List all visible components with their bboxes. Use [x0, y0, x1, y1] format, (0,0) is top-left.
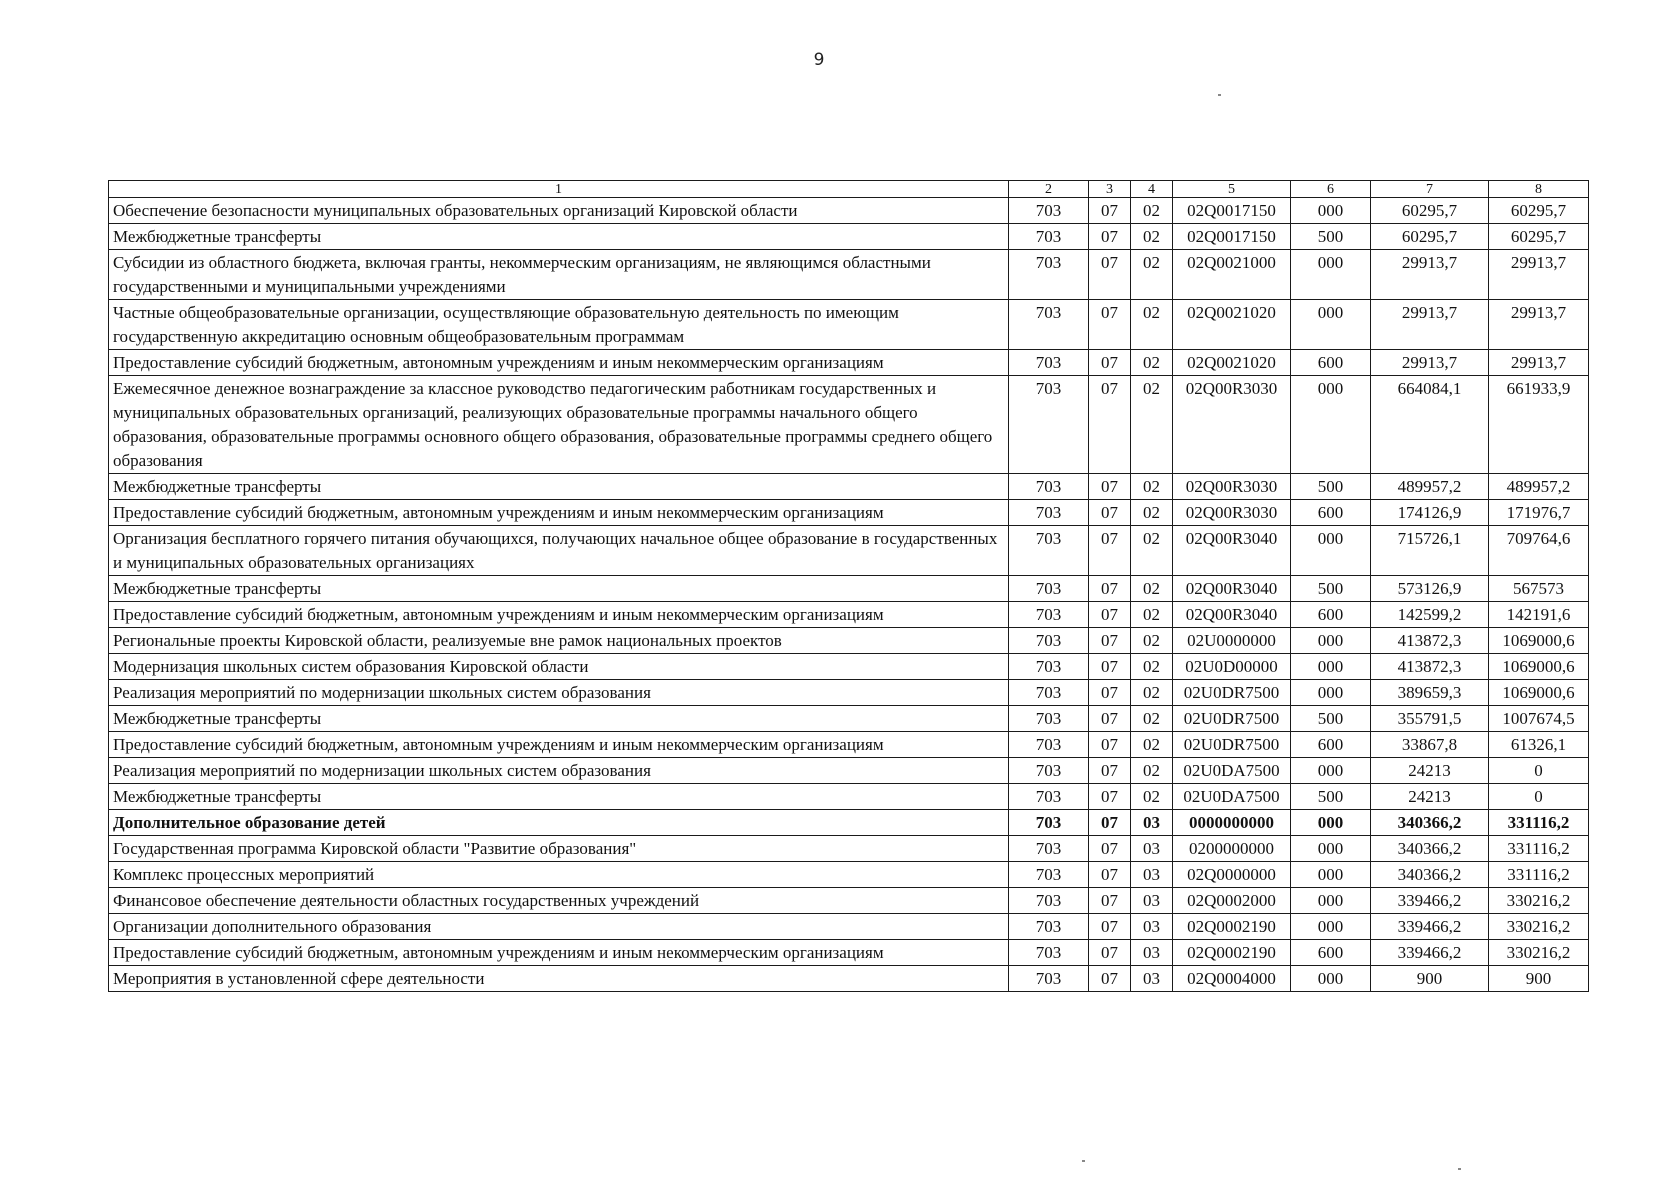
target-article-code: 02Q00R3040 [1173, 576, 1291, 602]
column-number: 2 [1009, 181, 1089, 198]
target-article-code: 02Q00R3040 [1173, 602, 1291, 628]
ministry-code: 703 [1009, 300, 1089, 350]
expense-type-code: 000 [1291, 914, 1371, 940]
item-name: Региональные проекты Кировской области, реализуемые вне рамок национальных проектов [109, 628, 1009, 654]
item-name: Частные общеобразовательные организации, осуществляющие образовательную деятельность по имеющим государственную аккредитацию основным общеобразовательным программам [109, 300, 1009, 350]
section-code: 07 [1089, 250, 1131, 300]
subsection-code: 02 [1131, 784, 1173, 810]
ministry-code: 703 [1009, 706, 1089, 732]
section-code: 07 [1089, 500, 1131, 526]
subsection-code: 03 [1131, 940, 1173, 966]
table-row [109, 706, 1589, 732]
section-code: 07 [1089, 602, 1131, 628]
subsection-code: 03 [1131, 862, 1173, 888]
scan-speck [1082, 1160, 1085, 1162]
table-row [109, 300, 1589, 350]
amount-year-2: 0 [1489, 784, 1589, 810]
ministry-code: 703 [1009, 654, 1089, 680]
column-number: 4 [1131, 181, 1173, 198]
target-article-code: 02Q0002000 [1173, 888, 1291, 914]
amount-year-1: 29913,7 [1371, 350, 1489, 376]
subsection-code: 02 [1131, 654, 1173, 680]
amount-year-1: 339466,2 [1371, 914, 1489, 940]
subsection-code: 02 [1131, 732, 1173, 758]
amount-year-1: 339466,2 [1371, 888, 1489, 914]
expense-type-code: 000 [1291, 836, 1371, 862]
ministry-code: 703 [1009, 576, 1089, 602]
amount-year-2: 567573 [1489, 576, 1589, 602]
section-code: 07 [1089, 576, 1131, 602]
item-name: Предоставление субсидий бюджетным, автономным учреждениям и иным некоммерческим организациям [109, 350, 1009, 376]
ministry-code: 703 [1009, 914, 1089, 940]
expense-type-code: 600 [1291, 602, 1371, 628]
amount-year-2: 900 [1489, 966, 1589, 992]
subsection-code: 03 [1131, 888, 1173, 914]
budget-table [108, 180, 1589, 992]
table-row [109, 500, 1589, 526]
item-name: Комплекс процессных мероприятий [109, 862, 1009, 888]
table-row [109, 224, 1589, 250]
amount-year-1: 389659,3 [1371, 680, 1489, 706]
table-row [109, 940, 1589, 966]
item-name: Предоставление субсидий бюджетным, автономным учреждениям и иным некоммерческим организациям [109, 732, 1009, 758]
table-row [109, 862, 1589, 888]
target-article-code: 02U0DA7500 [1173, 784, 1291, 810]
ministry-code: 703 [1009, 602, 1089, 628]
section-code: 07 [1089, 376, 1131, 474]
subsection-code: 03 [1131, 914, 1173, 940]
target-article-code: 02Q00R3030 [1173, 500, 1291, 526]
expense-type-code: 000 [1291, 680, 1371, 706]
subsection-code: 02 [1131, 758, 1173, 784]
scan-speck [1218, 94, 1221, 96]
expense-type-code: 500 [1291, 576, 1371, 602]
table-row [109, 836, 1589, 862]
expense-type-code: 500 [1291, 784, 1371, 810]
subsection-code: 03 [1131, 836, 1173, 862]
amount-year-1: 355791,5 [1371, 706, 1489, 732]
column-number: 6 [1291, 181, 1371, 198]
item-name: Межбюджетные трансферты [109, 576, 1009, 602]
amount-year-1: 413872,3 [1371, 654, 1489, 680]
expense-type-code: 600 [1291, 940, 1371, 966]
subsection-code: 02 [1131, 376, 1173, 474]
column-number: 8 [1489, 181, 1589, 198]
amount-year-2: 1069000,6 [1489, 628, 1589, 654]
amount-year-1: 900 [1371, 966, 1489, 992]
expense-type-code: 000 [1291, 376, 1371, 474]
subsection-code: 03 [1131, 810, 1173, 836]
expense-type-code: 600 [1291, 732, 1371, 758]
amount-year-1: 340366,2 [1371, 862, 1489, 888]
column-number: 1 [109, 181, 1009, 198]
amount-year-2: 330216,2 [1489, 940, 1589, 966]
table-row [109, 350, 1589, 376]
section-code: 07 [1089, 966, 1131, 992]
expense-type-code: 000 [1291, 526, 1371, 576]
ministry-code: 703 [1009, 198, 1089, 224]
amount-year-1: 664084,1 [1371, 376, 1489, 474]
section-code: 07 [1089, 474, 1131, 500]
ministry-code: 703 [1009, 350, 1089, 376]
expense-type-code: 000 [1291, 810, 1371, 836]
table-row [109, 474, 1589, 500]
item-name: Межбюджетные трансферты [109, 474, 1009, 500]
column-number: 5 [1173, 181, 1291, 198]
item-name: Межбюджетные трансферты [109, 706, 1009, 732]
target-article-code: 02Q0017150 [1173, 224, 1291, 250]
amount-year-1: 24213 [1371, 758, 1489, 784]
ministry-code: 703 [1009, 888, 1089, 914]
table-row [109, 888, 1589, 914]
table-row [109, 576, 1589, 602]
item-name: Реализация мероприятий по модернизации школьных систем образования [109, 680, 1009, 706]
ministry-code: 703 [1009, 376, 1089, 474]
subsection-code: 02 [1131, 602, 1173, 628]
target-article-code: 02Q0000000 [1173, 862, 1291, 888]
item-name: Финансовое обеспечение деятельности областных государственных учреждений [109, 888, 1009, 914]
item-name: Предоставление субсидий бюджетным, автономным учреждениям и иным некоммерческим организациям [109, 500, 1009, 526]
section-code: 07 [1089, 758, 1131, 784]
ministry-code: 703 [1009, 474, 1089, 500]
target-article-code: 02Q00R3030 [1173, 376, 1291, 474]
table-row [109, 602, 1589, 628]
subsection-code: 02 [1131, 576, 1173, 602]
expense-type-code: 000 [1291, 654, 1371, 680]
section-code: 07 [1089, 350, 1131, 376]
expense-type-code: 500 [1291, 224, 1371, 250]
expense-type-code: 500 [1291, 474, 1371, 500]
expense-type-code: 600 [1291, 350, 1371, 376]
target-article-code: 02U0DR7500 [1173, 732, 1291, 758]
subsection-code: 02 [1131, 526, 1173, 576]
amount-year-2: 1069000,6 [1489, 680, 1589, 706]
section-code: 07 [1089, 914, 1131, 940]
amount-year-2: 171976,7 [1489, 500, 1589, 526]
item-name: Межбюджетные трансферты [109, 784, 1009, 810]
table-row [109, 732, 1589, 758]
table-row [109, 250, 1589, 300]
column-number-row [109, 181, 1589, 198]
target-article-code: 02Q00R3030 [1173, 474, 1291, 500]
amount-year-2: 29913,7 [1489, 350, 1589, 376]
item-name: Организация бесплатного горячего питания обучающихся, получающих начальное общее образование в государственных и муниципальных образовательных организациях [109, 526, 1009, 576]
item-name: Государственная программа Кировской области "Развитие образования" [109, 836, 1009, 862]
ministry-code: 703 [1009, 810, 1089, 836]
item-name: Модернизация школьных систем образования Кировской области [109, 654, 1009, 680]
amount-year-2: 142191,6 [1489, 602, 1589, 628]
item-name: Межбюджетные трансферты [109, 224, 1009, 250]
amount-year-1: 340366,2 [1371, 836, 1489, 862]
ministry-code: 703 [1009, 628, 1089, 654]
expense-type-code: 500 [1291, 706, 1371, 732]
item-name: Мероприятия в установленной сфере деятельности [109, 966, 1009, 992]
item-name: Реализация мероприятий по модернизации школьных систем образования [109, 758, 1009, 784]
ministry-code: 703 [1009, 758, 1089, 784]
amount-year-1: 29913,7 [1371, 300, 1489, 350]
amount-year-1: 489957,2 [1371, 474, 1489, 500]
ministry-code: 703 [1009, 732, 1089, 758]
amount-year-2: 29913,7 [1489, 300, 1589, 350]
section-code: 07 [1089, 300, 1131, 350]
subsection-code: 02 [1131, 350, 1173, 376]
target-article-code: 02Q00R3040 [1173, 526, 1291, 576]
section-code: 07 [1089, 888, 1131, 914]
target-article-code: 0200000000 [1173, 836, 1291, 862]
amount-year-1: 60295,7 [1371, 198, 1489, 224]
amount-year-1: 340366,2 [1371, 810, 1489, 836]
table-row [109, 526, 1589, 576]
target-article-code: 02U0000000 [1173, 628, 1291, 654]
ministry-code: 703 [1009, 224, 1089, 250]
subsection-code: 02 [1131, 500, 1173, 526]
amount-year-1: 29913,7 [1371, 250, 1489, 300]
amount-year-1: 24213 [1371, 784, 1489, 810]
amount-year-2: 60295,7 [1489, 198, 1589, 224]
subsection-code: 02 [1131, 706, 1173, 732]
target-article-code: 02Q0004000 [1173, 966, 1291, 992]
expense-type-code: 000 [1291, 888, 1371, 914]
ministry-code: 703 [1009, 680, 1089, 706]
subsection-code: 02 [1131, 680, 1173, 706]
expense-type-code: 000 [1291, 628, 1371, 654]
amount-year-2: 61326,1 [1489, 732, 1589, 758]
target-article-code: 02Q0002190 [1173, 940, 1291, 966]
section-code: 07 [1089, 940, 1131, 966]
amount-year-2: 709764,6 [1489, 526, 1589, 576]
table-row [109, 198, 1589, 224]
ministry-code: 703 [1009, 940, 1089, 966]
target-article-code: 02U0DA7500 [1173, 758, 1291, 784]
target-article-code: 02U0DR7500 [1173, 680, 1291, 706]
table-row [109, 914, 1589, 940]
item-name: Организации дополнительного образования [109, 914, 1009, 940]
ministry-code: 703 [1009, 500, 1089, 526]
column-number: 7 [1371, 181, 1489, 198]
amount-year-2: 29913,7 [1489, 250, 1589, 300]
amount-year-2: 489957,2 [1489, 474, 1589, 500]
amount-year-1: 142599,2 [1371, 602, 1489, 628]
amount-year-2: 330216,2 [1489, 888, 1589, 914]
amount-year-1: 174126,9 [1371, 500, 1489, 526]
target-article-code: 0000000000 [1173, 810, 1291, 836]
section-code: 07 [1089, 836, 1131, 862]
table-row [109, 966, 1589, 992]
expense-type-code: 000 [1291, 862, 1371, 888]
subsection-code: 03 [1131, 966, 1173, 992]
item-name: Субсидии из областного бюджета, включая гранты, некоммерческим организациям, не являющимся областными государственными и муниципальными учреждениями [109, 250, 1009, 300]
section-code: 07 [1089, 732, 1131, 758]
table-row [109, 810, 1589, 836]
page-number: 9 [813, 50, 825, 70]
amount-year-2: 331116,2 [1489, 810, 1589, 836]
amount-year-1: 339466,2 [1371, 940, 1489, 966]
amount-year-2: 661933,9 [1489, 376, 1589, 474]
target-article-code: 02U0DR7500 [1173, 706, 1291, 732]
expense-type-code: 000 [1291, 300, 1371, 350]
amount-year-2: 1069000,6 [1489, 654, 1589, 680]
target-article-code: 02Q0017150 [1173, 198, 1291, 224]
amount-year-1: 715726,1 [1371, 526, 1489, 576]
table-row [109, 680, 1589, 706]
amount-year-2: 330216,2 [1489, 914, 1589, 940]
ministry-code: 703 [1009, 526, 1089, 576]
item-name: Предоставление субсидий бюджетным, автономным учреждениям и иным некоммерческим организациям [109, 940, 1009, 966]
target-article-code: 02Q0021000 [1173, 250, 1291, 300]
amount-year-1: 573126,9 [1371, 576, 1489, 602]
amount-year-1: 413872,3 [1371, 628, 1489, 654]
section-code: 07 [1089, 526, 1131, 576]
table-row [109, 758, 1589, 784]
section-code: 07 [1089, 810, 1131, 836]
amount-year-2: 331116,2 [1489, 836, 1589, 862]
subsection-code: 02 [1131, 198, 1173, 224]
item-name: Ежемесячное денежное вознаграждение за классное руководство педагогическим работникам государственных и муниципальных образовательных организаций, реализующих образовательные программы начального общего образования, образовательные программы основного общего образования, образовательные программы среднего общего образования [109, 376, 1009, 474]
expense-type-code: 000 [1291, 250, 1371, 300]
subsection-code: 02 [1131, 628, 1173, 654]
amount-year-2: 60295,7 [1489, 224, 1589, 250]
table-row [109, 628, 1589, 654]
section-code: 07 [1089, 862, 1131, 888]
section-code: 07 [1089, 198, 1131, 224]
subsection-code: 02 [1131, 300, 1173, 350]
subsection-code: 02 [1131, 250, 1173, 300]
item-name: Обеспечение безопасности муниципальных образовательных организаций Кировской области [109, 198, 1009, 224]
table-row [109, 376, 1589, 474]
ministry-code: 703 [1009, 250, 1089, 300]
expense-type-code: 000 [1291, 966, 1371, 992]
scan-speck [1458, 1168, 1461, 1170]
target-article-code: 02Q0021020 [1173, 300, 1291, 350]
target-article-code: 02Q0021020 [1173, 350, 1291, 376]
amount-year-2: 1007674,5 [1489, 706, 1589, 732]
ministry-code: 703 [1009, 836, 1089, 862]
ministry-code: 703 [1009, 966, 1089, 992]
amount-year-1: 33867,8 [1371, 732, 1489, 758]
expense-type-code: 000 [1291, 758, 1371, 784]
expense-type-code: 000 [1291, 198, 1371, 224]
ministry-code: 703 [1009, 784, 1089, 810]
section-code: 07 [1089, 706, 1131, 732]
table-row [109, 784, 1589, 810]
ministry-code: 703 [1009, 862, 1089, 888]
section-code: 07 [1089, 628, 1131, 654]
section-code: 07 [1089, 784, 1131, 810]
section-code: 07 [1089, 680, 1131, 706]
target-article-code: 02U0D00000 [1173, 654, 1291, 680]
target-article-code: 02Q0002190 [1173, 914, 1291, 940]
section-code: 07 [1089, 654, 1131, 680]
table-row [109, 654, 1589, 680]
subsection-code: 02 [1131, 224, 1173, 250]
amount-year-1: 60295,7 [1371, 224, 1489, 250]
item-name: Дополнительное образование детей [109, 810, 1009, 836]
subsection-code: 02 [1131, 474, 1173, 500]
amount-year-2: 331116,2 [1489, 862, 1589, 888]
column-number: 3 [1089, 181, 1131, 198]
amount-year-2: 0 [1489, 758, 1589, 784]
section-code: 07 [1089, 224, 1131, 250]
expense-type-code: 600 [1291, 500, 1371, 526]
item-name: Предоставление субсидий бюджетным, автономным учреждениям и иным некоммерческим организациям [109, 602, 1009, 628]
